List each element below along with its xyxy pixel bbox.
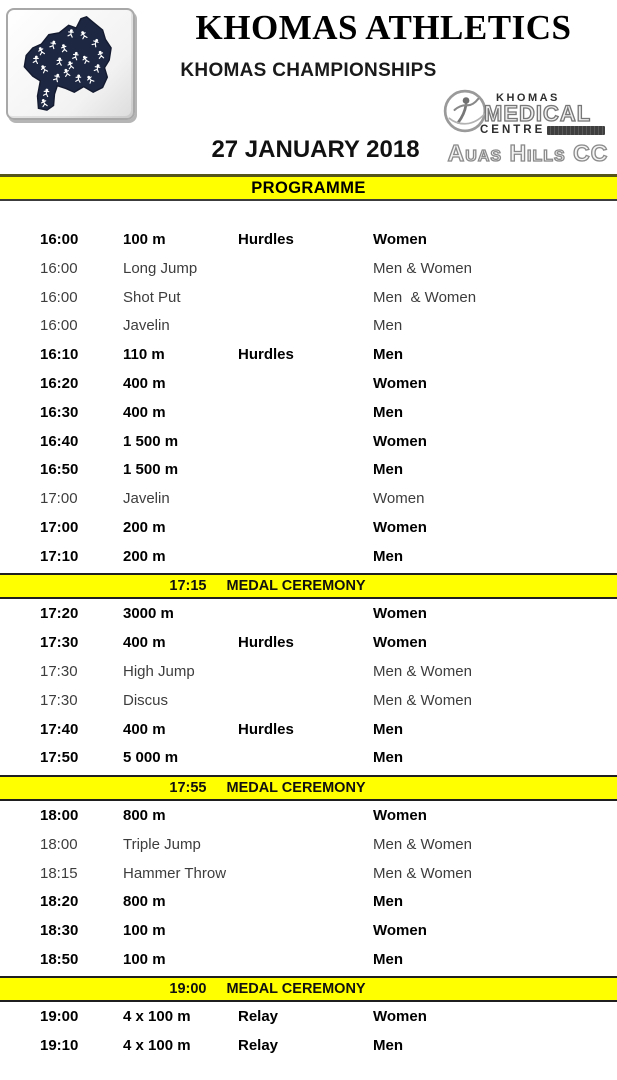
row-gender: Women xyxy=(373,605,427,623)
schedule-row xyxy=(0,775,617,801)
row-event: Discus xyxy=(123,691,169,709)
schedule-row xyxy=(0,629,617,658)
row-time: 18:20 xyxy=(40,893,79,911)
schedule-row xyxy=(0,370,617,399)
row-event: 400 m xyxy=(123,403,166,421)
row-time: 18:50 xyxy=(40,950,79,968)
row-gender: Men xyxy=(373,317,403,335)
schedule-row xyxy=(0,543,617,572)
schedule-row xyxy=(0,716,617,745)
venue-name: Auas Hills CC xyxy=(447,140,609,166)
row-event: 100 m xyxy=(123,922,166,940)
schedule-row xyxy=(0,341,617,370)
schedule-row xyxy=(0,428,617,457)
ceremony-label: MEDAL CEREMONY xyxy=(226,779,366,796)
schedule-row xyxy=(0,284,617,313)
row-event: 110 m xyxy=(123,346,165,364)
row-event: 800 m xyxy=(123,806,166,824)
row-time: 16:00 xyxy=(40,231,79,248)
schedule-row xyxy=(0,802,617,831)
row-time: 16:00 xyxy=(40,288,78,306)
row-gender: Men xyxy=(373,547,403,565)
programme-banner: PROGRAMME xyxy=(0,174,617,201)
row-gender: Men & Women xyxy=(373,259,472,277)
row-event: Long Jump xyxy=(123,259,198,277)
row-time: 19:10 xyxy=(40,1037,79,1055)
schedule-row xyxy=(0,917,617,946)
row-event: 200 m xyxy=(123,518,166,536)
ceremony-time: 17:15 xyxy=(169,577,207,594)
row-time: 17:30 xyxy=(40,662,78,680)
row-event: 100 m xyxy=(123,231,166,248)
row-event: Javelin xyxy=(123,317,170,335)
row-event: 400 m xyxy=(123,634,166,652)
row-gender: Women xyxy=(373,490,425,508)
row-detail: Relay xyxy=(238,1037,279,1055)
row-detail: Hurdles xyxy=(238,634,294,652)
row-gender: Men & Women xyxy=(373,662,472,680)
event-date: 27 JANUARY 2018 xyxy=(211,136,420,163)
page-subtitle: KHOMAS CHAMPIONSHIPS xyxy=(180,60,437,81)
row-time: 18:00 xyxy=(40,835,78,853)
schedule-row xyxy=(0,399,617,428)
row-time: 17:30 xyxy=(40,634,79,652)
ceremony-time: 17:55 xyxy=(169,779,207,796)
row-gender: Men xyxy=(373,403,403,421)
row-time: 16:00 xyxy=(40,259,78,277)
row-event: 3000 m xyxy=(123,605,174,623)
medal-ceremony-band xyxy=(169,578,365,594)
row-gender: Men xyxy=(373,749,403,767)
schedule-row xyxy=(0,860,617,889)
row-gender: Men xyxy=(373,720,403,738)
row-gender: Women xyxy=(373,1008,427,1026)
row-time: 17:30 xyxy=(40,691,78,709)
row-time: 16:50 xyxy=(40,461,79,479)
row-time: 18:00 xyxy=(40,806,79,824)
row-gender: Men xyxy=(373,950,403,968)
schedule-row xyxy=(0,687,617,716)
row-gender: Women xyxy=(373,922,427,940)
row-event: 1 500 m xyxy=(123,432,179,450)
row-time: 17:50 xyxy=(40,749,79,767)
schedule-row xyxy=(0,312,617,341)
row-event: Javelin xyxy=(123,490,170,508)
row-gender: Men & Women xyxy=(373,864,472,882)
row-time: 17:10 xyxy=(40,547,79,565)
schedule-row xyxy=(0,976,617,1002)
sponsor-logo xyxy=(442,86,614,167)
row-gender: Women xyxy=(373,432,427,450)
row-gender: Men xyxy=(373,461,403,479)
row-event: 1 500 m xyxy=(123,461,179,479)
sponsor-name-bottom: CENTRE xyxy=(480,124,546,136)
schedule-row xyxy=(0,946,617,975)
row-time: 18:15 xyxy=(40,864,78,882)
medal-ceremony-band xyxy=(169,780,365,796)
row-time: 17:20 xyxy=(40,605,79,623)
row-time: 16:00 xyxy=(40,317,78,335)
row-gender: Women xyxy=(373,518,427,536)
row-gender: Men & Women xyxy=(373,835,472,853)
schedule-row xyxy=(0,1003,617,1032)
row-time: 19:00 xyxy=(40,1008,79,1026)
row-gender: Men & Women xyxy=(373,288,477,306)
ceremony-label: MEDAL CEREMONY xyxy=(226,981,366,998)
row-detail: Hurdles xyxy=(238,720,294,738)
row-gender: Men xyxy=(373,893,403,911)
row-time: 16:30 xyxy=(40,403,79,421)
row-time: 17:00 xyxy=(40,518,79,536)
row-gender: Women xyxy=(373,634,427,652)
row-time: 16:40 xyxy=(40,432,79,450)
row-gender: Men & Women xyxy=(373,691,472,709)
row-time: 16:10 xyxy=(40,346,79,364)
row-event: 800 m xyxy=(123,893,166,911)
schedule-row xyxy=(0,831,617,860)
row-time: 18:30 xyxy=(40,922,79,940)
row-event: 5 000 m xyxy=(123,749,179,767)
schedule-row xyxy=(0,888,617,917)
row-time: 17:00 xyxy=(40,490,78,508)
row-event: 4 x 100 m xyxy=(123,1037,191,1055)
sponsor-name-mid: MEDICAL xyxy=(484,101,592,126)
schedule-row xyxy=(0,226,617,255)
row-event: 400 m xyxy=(123,374,166,392)
row-gender: Men xyxy=(373,1037,403,1055)
row-event: High Jump xyxy=(123,662,195,680)
sponsor-tagline-bar xyxy=(547,126,605,135)
schedule-row xyxy=(0,514,617,543)
medal-ceremony-band xyxy=(169,981,365,997)
row-time: 17:40 xyxy=(40,720,79,738)
row-time: 16:20 xyxy=(40,374,79,392)
ceremony-time: 19:00 xyxy=(169,981,207,998)
schedule-row xyxy=(0,658,617,687)
row-event: 400 m xyxy=(123,720,166,738)
schedule-row xyxy=(0,1032,617,1061)
schedule xyxy=(0,226,617,1061)
schedule-row xyxy=(0,485,617,514)
row-gender: Women xyxy=(373,806,427,824)
page-title: KHOMAS ATHLETICS xyxy=(195,8,572,47)
row-event: Hammer Throw xyxy=(123,864,227,882)
row-event: 4 x 100 m xyxy=(123,1008,191,1026)
row-detail: Hurdles xyxy=(238,231,294,248)
ceremony-label: MEDAL CEREMONY xyxy=(226,577,366,594)
schedule-row xyxy=(0,255,617,284)
row-event: 200 m xyxy=(123,547,166,565)
row-gender: Men xyxy=(373,346,403,364)
row-detail: Hurdles xyxy=(238,346,294,364)
sponsor-name-top: KHOMAS xyxy=(496,92,560,104)
row-gender: Women xyxy=(373,231,427,248)
schedule-row xyxy=(0,744,617,773)
row-event: Shot Put xyxy=(123,288,181,306)
row-detail: Relay xyxy=(238,1008,279,1026)
row-event: Triple Jump xyxy=(123,835,201,853)
row-gender: Women xyxy=(373,374,427,392)
schedule-row xyxy=(0,600,617,629)
row-event: 100 m xyxy=(123,950,166,968)
schedule-row xyxy=(0,456,617,485)
schedule-row xyxy=(0,573,617,599)
